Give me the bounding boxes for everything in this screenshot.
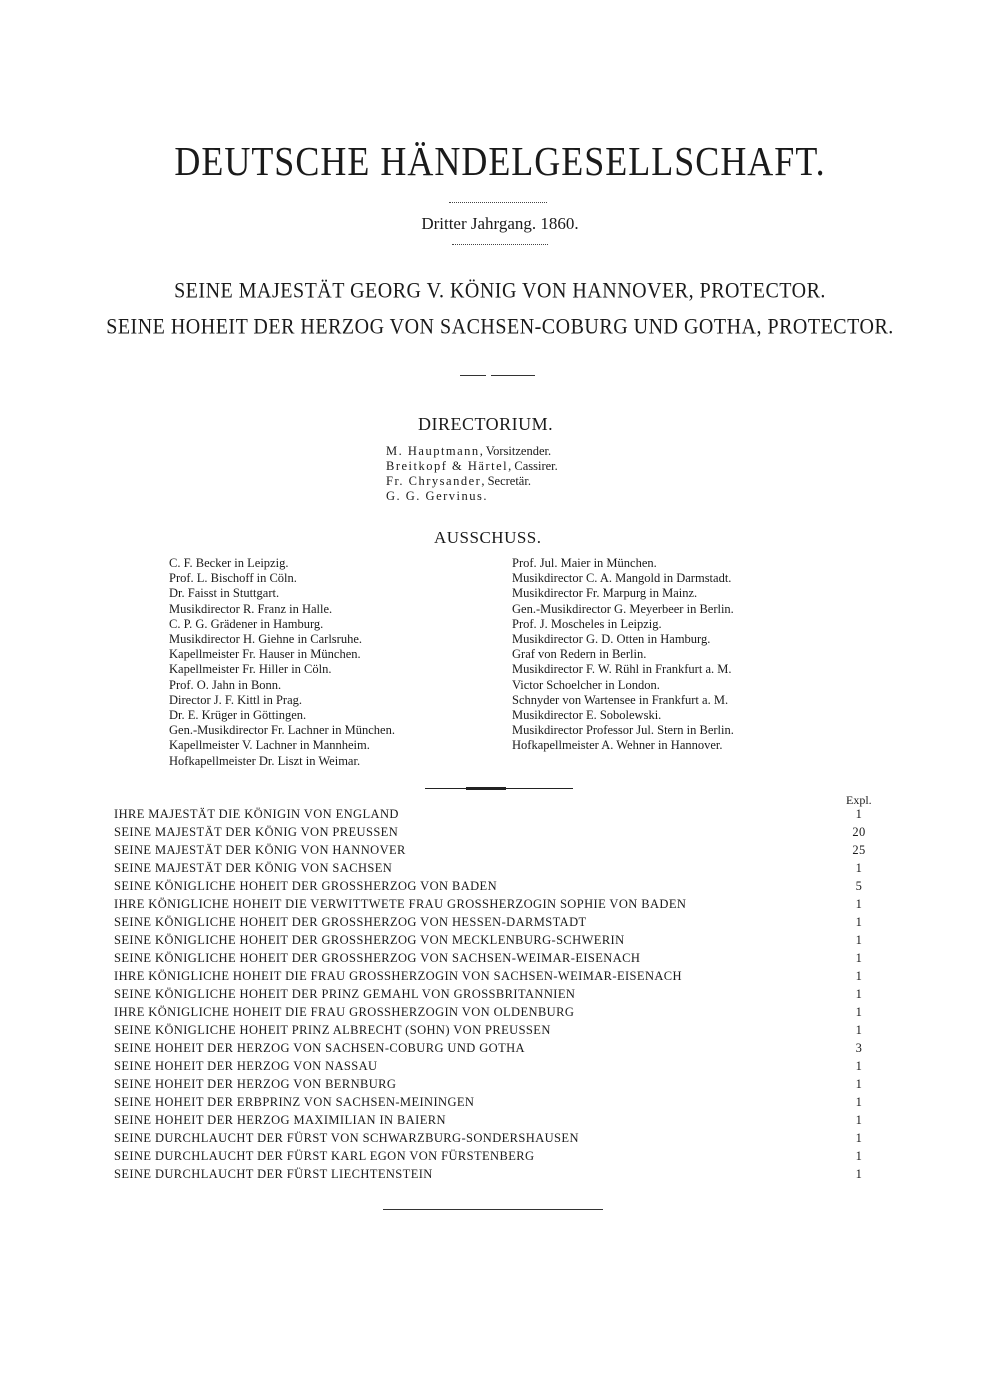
subscriber-count: 1 <box>855 897 863 911</box>
subscriber-list <box>114 805 874 1183</box>
list-item: Gen.-Musikdirector G. Meyerbeer in Berlin. <box>512 601 734 616</box>
subscriber-name: SEINE KÖNIGLICHE HOHEIT DER GROSSHERZOG VON SACHSEN-WEIMAR-EISENACH <box>114 951 641 965</box>
list-item: Kapellmeister V. Lachner in Mannheim. <box>169 738 370 753</box>
subscriber-name: SEINE KÖNIGLICHE HOHEIT DER GROSSHERZOG VON MECKLENBURG-SCHWERIN <box>114 933 625 947</box>
table-row <box>114 1129 874 1147</box>
ausschuss-heading: AUSSCHUSS. <box>434 528 542 547</box>
subscriber-name: SEINE HOHEIT DER HERZOG VON SACHSEN-COBURG UND GOTHA <box>114 1041 525 1055</box>
table-row <box>114 823 874 841</box>
subscriber-count: 1 <box>855 1023 863 1037</box>
list-item: Prof. Jul. Maier in München. <box>512 556 657 570</box>
list-item: Dr. E. Krüger in Göttingen. <box>169 708 307 723</box>
count-column-header: Expl. <box>846 793 872 807</box>
subscriber-name: SEINE MAJESTÄT DER KÖNIG VON PREUSSEN <box>114 825 399 839</box>
subscriber-count: 1 <box>855 1113 863 1127</box>
subscriber-count: 1 <box>855 987 863 1001</box>
list-item: Breitkopf & Härtel, Cassirer. <box>386 459 558 473</box>
subscriber-count: 1 <box>855 915 863 929</box>
list-item: C. F. Becker in Leipzig. <box>169 556 289 570</box>
list-item: Prof. O. Jahn in Bonn. <box>169 677 282 692</box>
list-item: Hofkapellmeister A. Wehner in Hannover. <box>512 738 723 753</box>
list-item: Hofkapellmeister Dr. Liszt in Weimar. <box>169 753 361 768</box>
list-item: Musikdirector C. A. Mangold in Darmstadt. <box>512 571 732 586</box>
subscriber-name: IHRE KÖNIGLICHE HOHEIT DIE FRAU GROSSHERZOGIN VON OLDENBURG <box>114 1005 575 1019</box>
subscriber-name: SEINE DURCHLAUCHT DER FÜRST KARL EGON VON FÜRSTENBERG <box>114 1149 535 1163</box>
list-item: Victor Schoelcher in London. <box>512 677 660 692</box>
directorium-heading: DIRECTORIUM. <box>418 414 554 434</box>
subscriber-name: SEINE HOHEIT DER ERBPRINZ VON SACHSEN-MEININGEN <box>114 1095 475 1109</box>
list-item: Musikdirector Professor Jul. Stern in Berlin. <box>512 723 734 738</box>
section-divider <box>491 375 535 376</box>
subscriber-count: 1 <box>855 1005 863 1019</box>
subscriber-name: SEINE MAJESTÄT DER KÖNIG VON SACHSEN <box>114 861 393 875</box>
subscriber-name: IHRE KÖNIGLICHE HOHEIT DIE FRAU GROSSHERZOGIN VON SACHSEN-WEIMAR-EISENACH <box>114 969 682 983</box>
subscriber-name: SEINE HOHEIT DER HERZOG MAXIMILIAN IN BAIERN <box>114 1113 446 1127</box>
subscriber-name: IHRE MAJESTÄT DIE KÖNIGIN VON ENGLAND <box>114 807 399 821</box>
table-row <box>114 1021 874 1039</box>
section-divider <box>460 375 486 376</box>
directorium-list <box>386 444 558 504</box>
subscriber-count: 1 <box>855 861 863 875</box>
subscriber-count: 1 <box>855 1059 863 1073</box>
list-item: Schnyder von Wartensee in Frankfurt a. M. <box>512 692 729 707</box>
list-item: Kapellmeister Fr. Hauser in München. <box>169 647 361 662</box>
table-row <box>114 1075 874 1093</box>
subscriber-count: 1 <box>855 807 863 821</box>
subscriber-name: SEINE HOHEIT DER HERZOG VON BERNBURG <box>114 1077 397 1091</box>
table-row <box>114 859 874 877</box>
table-row <box>114 949 874 967</box>
subscriber-name: SEINE MAJESTÄT DER KÖNIG VON HANNOVER <box>114 843 406 857</box>
subscriber-name: IHRE KÖNIGLICHE HOHEIT DIE VERWITTWETE FRAU GROSSHERZOGIN SOPHIE VON BADEN <box>114 897 687 911</box>
list-item: Graf von Redern in Berlin. <box>512 647 647 662</box>
list-item: Musikdirector R. Franz in Halle. <box>169 601 333 616</box>
subscriber-count: 1 <box>855 1131 863 1145</box>
protector-line-1: SEINE MAJESTÄT GEORG V. KÖNIG VON HANNOVER, PROTECTOR. <box>174 278 826 304</box>
table-row <box>114 1165 874 1183</box>
list-item: Musikdirector Fr. Marpurg in Mainz. <box>512 586 698 601</box>
subscriber-name: SEINE DURCHLAUCHT DER FÜRST LIECHTENSTEIN <box>114 1167 433 1181</box>
list-item: C. P. G. Grädener in Hamburg. <box>169 616 324 631</box>
table-row <box>114 913 874 931</box>
subscriber-count: 1 <box>855 1167 863 1181</box>
subscriber-name: SEINE KÖNIGLICHE HOHEIT DER GROSSHERZOG VON HESSEN-DARMSTADT <box>114 915 587 929</box>
subscriber-name: SEINE KÖNIGLICHE HOHEIT DER GROSSHERZOG VON BADEN <box>114 879 498 893</box>
list-item: Dr. Faisst in Stuttgart. <box>169 586 280 601</box>
subscriber-count: 1 <box>855 1095 863 1109</box>
table-row <box>114 895 874 913</box>
subscriber-count: 1 <box>855 969 863 983</box>
table-row <box>114 1039 874 1057</box>
subscriber-name: SEINE KÖNIGLICHE HOHEIT DER PRINZ GEMAHL VON GROSSBRITANNIEN <box>114 987 576 1001</box>
table-row <box>114 1147 874 1165</box>
table-row <box>114 1111 874 1129</box>
subscriber-count: 1 <box>855 951 863 965</box>
table-row <box>114 931 874 949</box>
subscriber-name: SEINE KÖNIGLICHE HOHEIT PRINZ ALBRECHT (SOHN) VON PREUSSEN <box>114 1023 551 1037</box>
table-row <box>114 805 874 823</box>
list-item: Musikdirector F. W. Rühl in Frankfurt a. M. <box>512 662 732 677</box>
subscriber-count: 3 <box>855 1041 863 1055</box>
protector-line-2: SEINE HOHEIT DER HERZOG VON SACHSEN-COBURG UND GOTHA, PROTECTOR. <box>106 314 894 340</box>
table-row <box>114 841 874 859</box>
list-item: Prof. J. Moscheles in Leipzig. <box>512 616 662 631</box>
list-item: Fr. Chrysander, Secretär. <box>386 474 531 488</box>
subscriber-count: 1 <box>855 1077 863 1091</box>
list-item: G. G. Gervinus. <box>386 489 487 503</box>
table-row <box>114 877 874 895</box>
subscriber-count: 5 <box>855 879 863 893</box>
ornamental-rule-center <box>466 787 506 790</box>
table-row <box>114 1003 874 1021</box>
subscriber-count: 1 <box>855 933 863 947</box>
list-item: Musikdirector G. D. Otten in Hamburg. <box>512 632 711 647</box>
list-item: Prof. L. Bischoff in Cöln. <box>169 571 297 586</box>
subscriber-count: 20 <box>852 825 866 839</box>
table-row <box>114 1093 874 1111</box>
list-item: Musikdirector E. Sobolewski. <box>512 708 662 723</box>
list-item: Musikdirector H. Giehne in Carlsruhe. <box>169 632 363 647</box>
closing-rule <box>383 1209 603 1210</box>
table-row <box>114 985 874 1003</box>
list-item: Kapellmeister Fr. Hiller in Cöln. <box>169 662 332 677</box>
page-title: DEUTSCHE HÄNDELGESELLSCHAFT. <box>174 138 826 184</box>
list-item: Director J. F. Kittl in Prag. <box>169 692 303 707</box>
subscriber-name: SEINE HOHEIT DER HERZOG VON NASSAU <box>114 1059 378 1073</box>
subtitle-rule <box>452 244 548 245</box>
subscriber-count: 25 <box>852 843 866 857</box>
table-row <box>114 967 874 985</box>
list-item: M. Hauptmann, Vorsitzender. <box>386 444 552 458</box>
title-rule <box>449 202 547 203</box>
subscriber-count: 1 <box>855 1149 863 1163</box>
list-item: Gen.-Musikdirector Fr. Lachner in München. <box>169 723 395 738</box>
ausschuss-right-column <box>512 556 734 754</box>
subscriber-name: SEINE DURCHLAUCHT DER FÜRST VON SCHWARZBURG-SONDERSHAUSEN <box>114 1131 579 1145</box>
ausschuss-left-column <box>169 556 395 769</box>
table-row <box>114 1057 874 1075</box>
subtitle: Dritter Jahrgang. 1860. <box>421 214 579 233</box>
